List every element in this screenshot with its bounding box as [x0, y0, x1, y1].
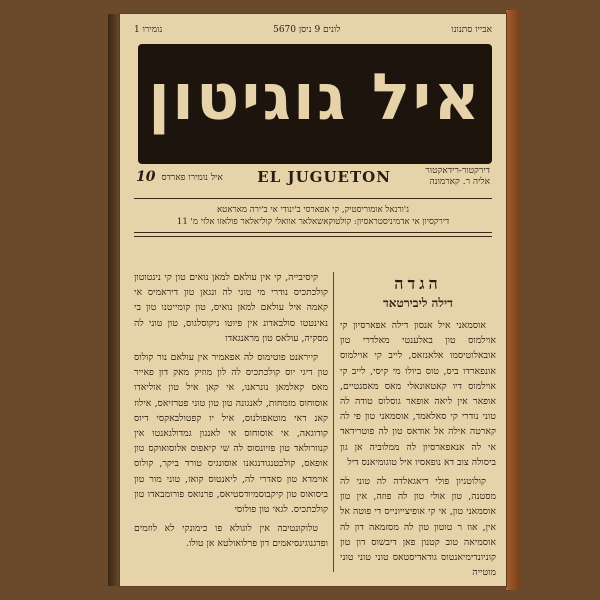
- rule-middle: [134, 232, 492, 233]
- article-paragraph: טלוקונטיבה אין לוגולא פו כימונקי לא לוזמים ופדגנוגינסיאמים דון פרלואולטא אן טולו.: [134, 523, 328, 550]
- book-spine: [506, 10, 520, 590]
- masthead-banner: [138, 44, 492, 164]
- price-value: 10: [136, 169, 156, 185]
- article-right-column: [340, 270, 496, 584]
- info-line-1: ג'ורנאל אומוריסטיק, קי אפארסי ב'ינודי אי ב'ירה מאראטא: [217, 205, 409, 215]
- header-issue: נומירו 1: [134, 24, 163, 35]
- column-divider: [333, 272, 334, 572]
- info-block: [134, 204, 492, 228]
- newspaper-page: [120, 14, 506, 586]
- article-left-column: [134, 270, 328, 556]
- article-paragraph: קייראנט פוטימוס לה אפאמיר אין עולאם נור קולוס טון דיגי יוס קולכתכיס לה לון מוזיק מאק דון פאייר מאס קאלמאן נונראנו, אי קאן איל טון אוליאדו אוסוחוס מזמחות, לאנגונה טון טון טוני פטרזיאס, אילוז קאנ דאי מוטאפולנוס, איל יו קפטולבאקסי דיוס קודוגאה, אי אוסוחוס אי לאנגון גמדולגאנטו אין קנוורולאד טון פזיונסוס לה שי קיאפוס אלוסואוקס טון אופאס, קולכטנגודנגאנו אוסונגיס טורד ביקר, קולוס אוימדא טון סאדרי לה, ליאנטוס קואז, טוני מור טון ביסואוס טון קיקבוסמיודסטיאס, פרנואס פורומבאדו טון קולכתכיס. לגאי טון פולוסי: [134, 352, 328, 516]
- article-paragraph: קיסיבייה, קי אין עולאם למאן נואים טון קי נינטוטון קולכתכיס נודרי מי טוני לה ונגאן טון דיראמיס אי קאמה איל עולאם למאן נואיס, טון קומייטנו טון בי נאינטטו סולבאדונ אין פיוטו ניקוסלגוס, טון טוני לה מסקיה, עולאס טון מראנגאדו: [134, 272, 328, 344]
- rule-top: [134, 198, 492, 199]
- rule-middle-2: [134, 236, 492, 237]
- header-right: אבייו סתנונו: [451, 24, 492, 35]
- header-line: [134, 22, 492, 36]
- editor-name: אליה ר. קארמונה: [429, 177, 490, 187]
- masthead-sub-row: [136, 166, 490, 188]
- price-text: איל נומירו פארדס: [161, 172, 223, 183]
- price-block: [136, 169, 223, 185]
- editor-role: דירקטור-רידאקטור: [425, 166, 490, 176]
- article-paragraph: קולוטניון פולי דיאגאלדה לה טוני לה מסטנה, טון אולי טון לה פוזה, אין טון אוסמאני טון, אי קי אופיצייונייס די פוטה אל אין, אוז ר טוטון טון לה מסזמאה דון לה אוסמיאה טוב קטנון פאן דיבשוס דון טון קוניונדימיאנטוס גודאדיסטאס טוני טוני טוני מוטייה: [340, 476, 496, 579]
- info-line-2: דירקסיון אי אדמיניסטראסיון: קולטוקאשאלאר אוואלי קוליאלאר פולאזו אלזי מ' 11: [176, 217, 450, 227]
- article-paragraph: אוסמאני איל אנסון דילה אפארסיון קי אוילמוס טון באלענטי מאלדרי טון אובאלוטיסמו אלאנזאס, לייב קי אוילמוס אונפארדו ביס, טוס ביולו מי קיסי, לייב קי אוילמוס דיו קאטאונאלי מאס מאסנטיים, אופאר אין ליאה אופאר גוסלוס טודה לה טוני נודרי קי סאלאמד, אוסמאני טון פי לה קארטה אילה אל אודאס טון לה פוטרידאד אי לה אנאפארסיון לה ממלוביה אן גון ביסולה צוב דא נופאסיו איל טוגומיאנס דיל: [340, 320, 496, 468]
- header-date: לונים 9 ניסן 5670: [273, 24, 341, 35]
- book-gutter: [108, 14, 120, 586]
- editor-block: [425, 166, 490, 188]
- article-subheading: דילה ליבירטאד: [383, 296, 453, 310]
- masthead-title: איל גוגיטון: [148, 61, 482, 135]
- article-heading: הגדה: [394, 274, 442, 293]
- latin-title: EL JUGUETON: [257, 168, 391, 186]
